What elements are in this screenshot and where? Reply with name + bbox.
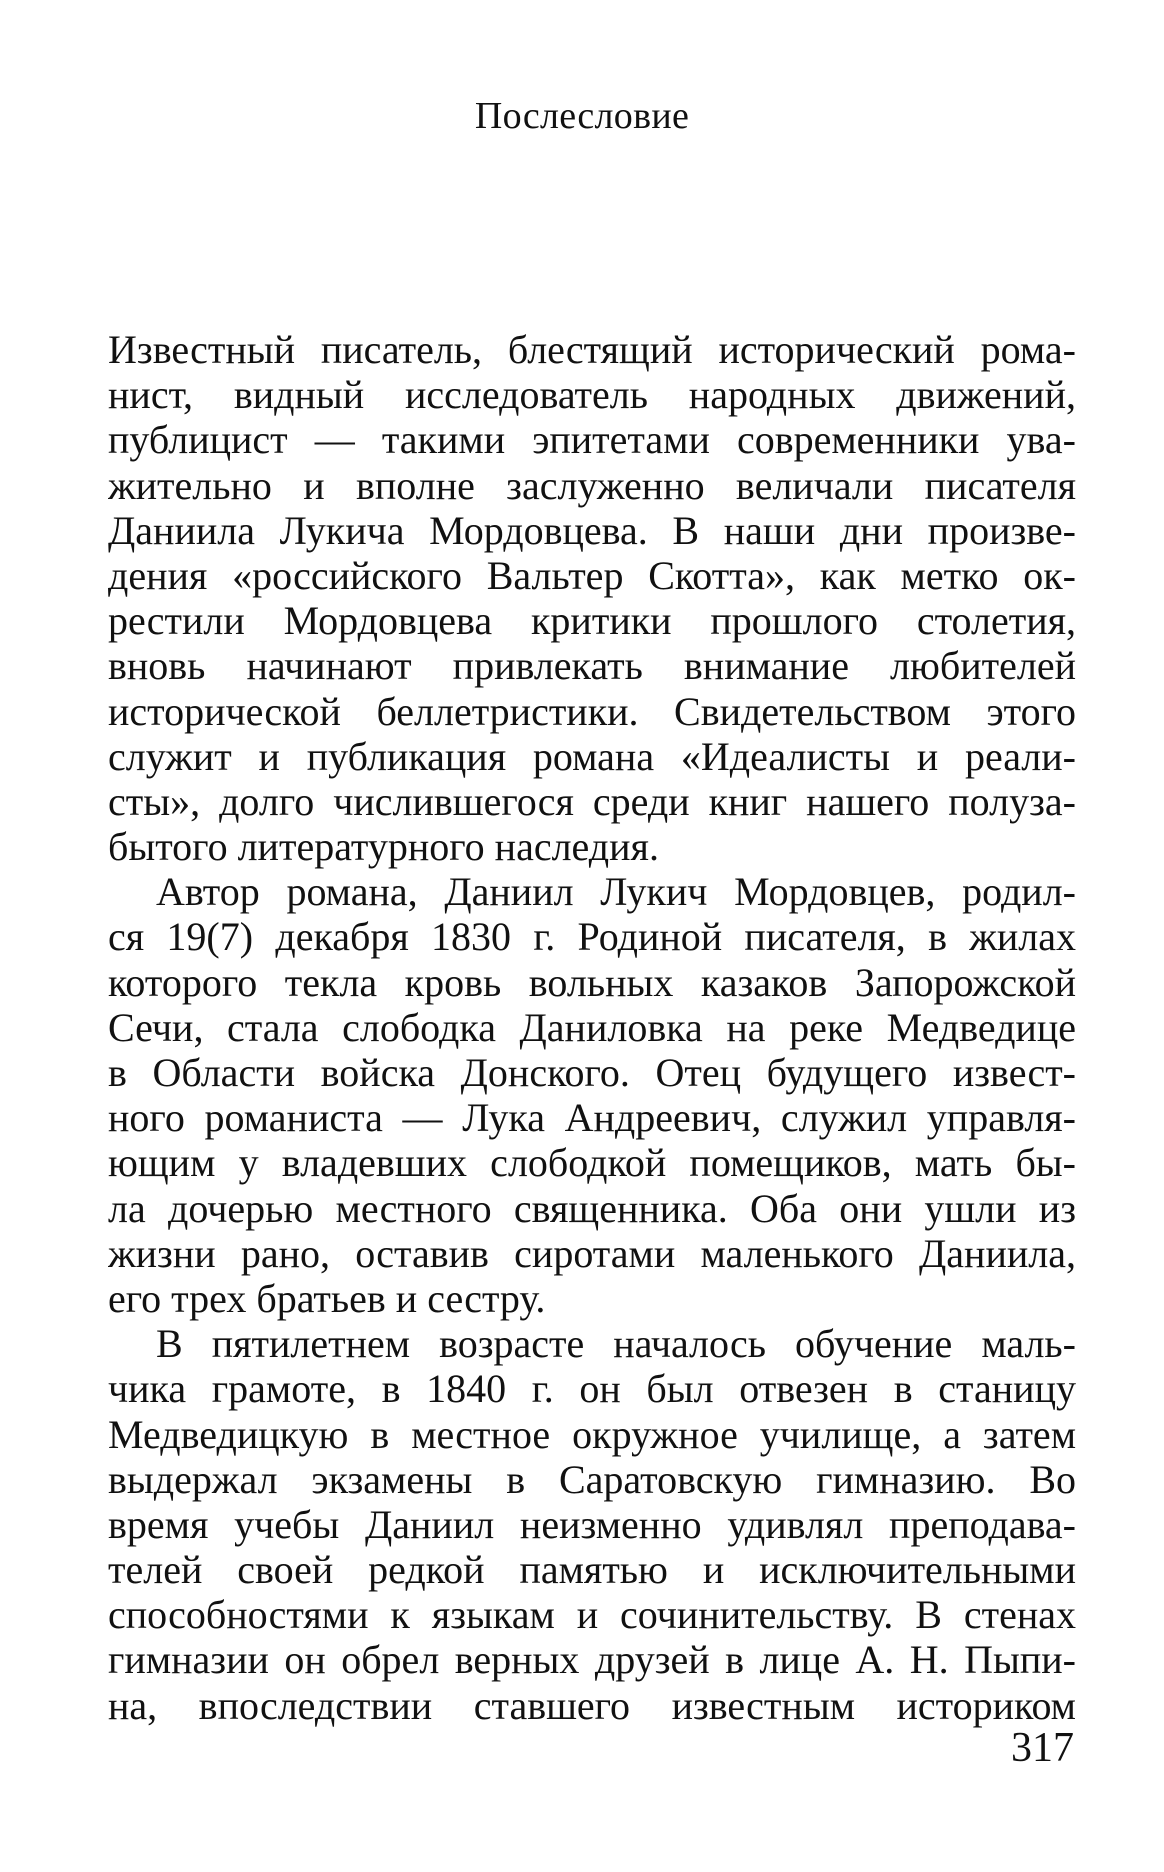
text-line: дения «российского Вальтер Скотта», как метко ок- [108, 552, 1076, 598]
text-line: жизни рано, оставив сиротами маленького Даниила, [108, 1230, 1076, 1276]
text-line: на, впоследствии ставшего известным историком [108, 1682, 1076, 1728]
text-line: Медведицкую в местное окружное училище, а затем [108, 1411, 1076, 1457]
text-line: вновь начинают привлекать внимание любителей [108, 643, 1076, 689]
text-line: Даниила Лукича Мордовцева. В наши дни произве- [108, 507, 1076, 553]
text-line: ла дочерью местного священника. Оба они ушли из [108, 1185, 1076, 1231]
text-line: в Области войска Донского. Отец будущего извест- [108, 1050, 1076, 1095]
page-number: 317 [1011, 1725, 1074, 1771]
text-line: ся 19(7) декабря 1830 г. Родиной писателя, в жилах [108, 914, 1076, 960]
text-line: способностями к языкам и сочинительству. В стенах [108, 1592, 1076, 1638]
text-line: нист, видный исследователь народных движений, [108, 372, 1076, 418]
text-line: время учебы Даниил неизменно удивлял преподава- [108, 1501, 1076, 1547]
text-line: сты», долго числившегося среди книг нашего полуза- [108, 778, 1076, 824]
text-line: бытого литературного наследия. [108, 824, 659, 870]
text-line: выдержал экзамены в Саратовскую гимназию. Во [108, 1456, 1076, 1502]
chapter-title: Послесловие [474, 95, 690, 137]
text-line: Известный писатель, блестящий исторический рома- [108, 327, 1076, 372]
text-line: чика грамоте, в 1840 г. он был отвезен в станицу [108, 1366, 1076, 1412]
text-line: публицист — такими эпитетами современники ува- [108, 417, 1076, 463]
text-line: исторической беллетристики. Свидетельством этого [108, 688, 1076, 734]
text-line: жительно и вполне заслуженно величали писателя [108, 462, 1076, 508]
text-line: которого текла кровь вольных казаков Запорожской [108, 959, 1076, 1005]
text-line: ющим у владевших слободкой помещиков, мать бы- [108, 1140, 1076, 1186]
text-line: гимназии он обрел верных друзей в лице А. Н. Пыпи- [108, 1637, 1076, 1683]
body-text [108, 327, 1076, 1728]
text-line: телей своей редкой памятью и исключительными [108, 1547, 1076, 1593]
text-line: В пятилетнем возрасте началось обучение маль- [156, 1321, 1076, 1367]
text-line: Автор романа, Даниил Лукич Мордовцев, родил- [156, 869, 1076, 915]
text-line: служит и публикация романа «Идеалисты и реали- [108, 733, 1076, 779]
text-line: Сечи, стала слободка Даниловка на реке Медведице [108, 1004, 1076, 1050]
text-line: ного романиста — Лука Андреевич, служил управля- [108, 1095, 1076, 1141]
text-line: его трех братьев и сестру. [108, 1275, 546, 1321]
text-line: рестили Мордовцева критики прошлого столетия, [108, 598, 1076, 644]
